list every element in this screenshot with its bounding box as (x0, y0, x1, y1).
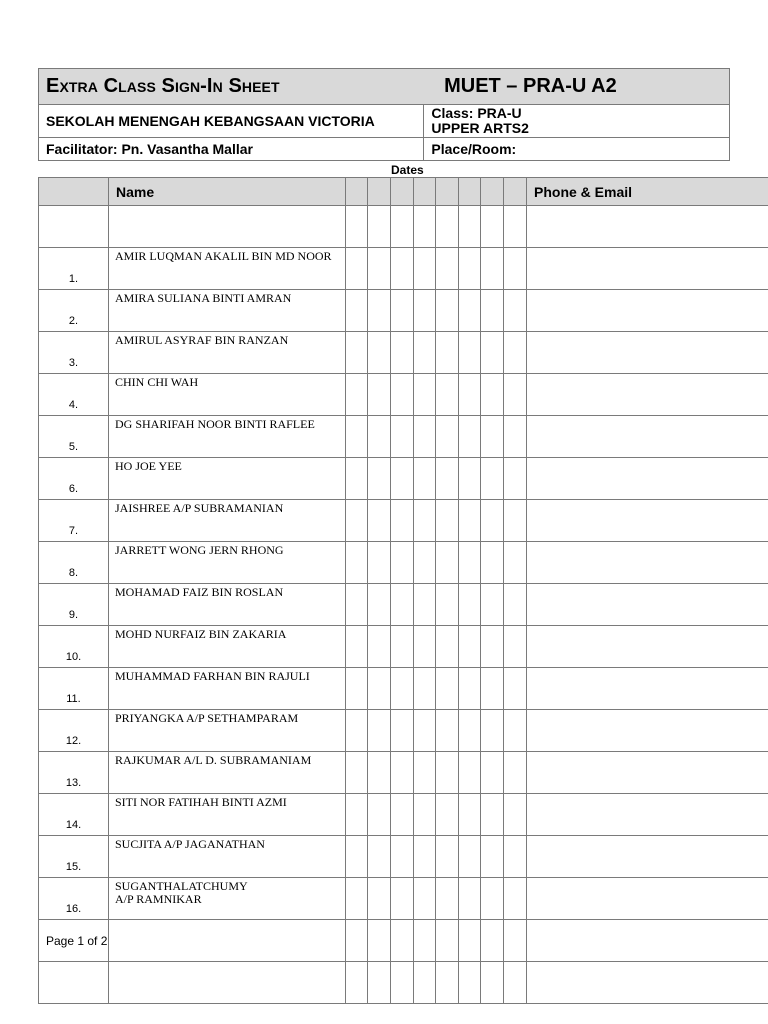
date-signature-cell[interactable] (414, 500, 436, 542)
date-signature-cell[interactable] (459, 332, 481, 374)
row-number: 4. (39, 374, 109, 416)
row-number: 6. (39, 458, 109, 500)
date-signature-cell[interactable] (436, 248, 459, 290)
date-signature-cell[interactable] (504, 920, 527, 962)
phone-email-cell[interactable] (527, 584, 768, 626)
date-signature-cell[interactable] (436, 794, 459, 836)
date-signature-cell[interactable] (459, 836, 481, 878)
phone-email-cell[interactable] (527, 962, 768, 1004)
student-name: JAISHREE A/P SUBRAMANIAN (109, 500, 346, 542)
date-signature-cell[interactable] (481, 668, 504, 710)
date-signature-cell[interactable] (368, 584, 391, 626)
date-signature-cell[interactable] (504, 542, 527, 584)
school-name: SEKOLAH MENENGAH KEBANGSAAN VICTORIA (39, 105, 424, 138)
date-signature-cell[interactable] (459, 752, 481, 794)
sheet-header (38, 68, 730, 161)
date-signature-cell[interactable] (436, 584, 459, 626)
date-signature-cell[interactable] (504, 332, 527, 374)
date-signature-cell[interactable] (346, 290, 368, 332)
phone-email-cell[interactable] (527, 794, 768, 836)
date-signature-cell[interactable] (414, 962, 436, 1004)
phone-email-cell[interactable] (527, 458, 768, 500)
date-signature-cell[interactable] (391, 878, 414, 920)
date-signature-cell[interactable] (391, 668, 414, 710)
date-signature-cell[interactable] (436, 290, 459, 332)
student-name: SUGANTHALATCHUMY A/P RAMNIKAR (109, 878, 346, 920)
date-signature-cell[interactable] (436, 920, 459, 962)
place-room-field: Place/Room: (424, 138, 730, 161)
date-signature-cell[interactable] (414, 668, 436, 710)
student-name (109, 206, 346, 248)
date-signature-cell[interactable] (481, 962, 504, 1004)
date-signature-cell[interactable] (504, 878, 527, 920)
date-signature-cell[interactable] (504, 374, 527, 416)
date-signature-cell[interactable] (504, 962, 527, 1004)
date-signature-cell[interactable] (346, 584, 368, 626)
row-number (39, 962, 109, 1004)
number-header (39, 178, 109, 206)
date-signature-cell[interactable] (346, 542, 368, 584)
date-signature-cell[interactable] (414, 374, 436, 416)
date-signature-cell[interactable] (414, 584, 436, 626)
date-signature-cell[interactable] (346, 668, 368, 710)
date-signature-cell[interactable] (436, 500, 459, 542)
date-signature-cell[interactable] (414, 836, 436, 878)
date-signature-cell[interactable] (459, 458, 481, 500)
date-signature-cell[interactable] (436, 668, 459, 710)
phone-email-cell[interactable] (527, 416, 768, 458)
date-signature-cell[interactable] (504, 710, 527, 752)
student-row (39, 458, 768, 500)
row-number: 16. (39, 878, 109, 920)
student-row (39, 668, 768, 710)
date-signature-cell[interactable] (459, 794, 481, 836)
phone-email-cell[interactable] (527, 248, 768, 290)
date-signature-cell[interactable] (346, 962, 368, 1004)
student-name: MOHAMAD FAIZ BIN ROSLAN (109, 584, 346, 626)
date-signature-cell[interactable] (481, 752, 504, 794)
date-signature-cell[interactable] (414, 794, 436, 836)
date-signature-cell[interactable] (414, 458, 436, 500)
date-signature-cell[interactable] (346, 626, 368, 668)
date-signature-cell[interactable] (346, 416, 368, 458)
date-signature-cell[interactable] (414, 206, 436, 248)
date-signature-cell[interactable] (481, 710, 504, 752)
student-name (109, 962, 346, 1004)
student-name: AMIR LUQMAN AKALIL BIN MD NOOR (109, 248, 346, 290)
date-signature-cell[interactable] (481, 332, 504, 374)
date-signature-cell[interactable] (368, 752, 391, 794)
row-number (39, 206, 109, 248)
row-number: 11. (39, 668, 109, 710)
date-signature-cell[interactable] (436, 752, 459, 794)
sheet-title: Extra Class Sign-In Sheet (46, 75, 280, 97)
date-header (368, 178, 391, 206)
date-signature-cell[interactable] (459, 962, 481, 1004)
date-signature-cell[interactable] (481, 584, 504, 626)
table-body (39, 206, 768, 1004)
date-signature-cell[interactable] (481, 836, 504, 878)
date-signature-cell[interactable] (436, 542, 459, 584)
date-signature-cell[interactable] (346, 332, 368, 374)
date-signature-cell[interactable] (368, 920, 391, 962)
date-signature-cell[interactable] (459, 374, 481, 416)
date-signature-cell[interactable] (414, 290, 436, 332)
date-signature-cell[interactable] (504, 248, 527, 290)
row-number: 8. (39, 542, 109, 584)
phone-email-cell[interactable] (527, 500, 768, 542)
student-name: MOHD NURFAIZ BIN ZAKARIA (109, 626, 346, 668)
date-signature-cell[interactable] (504, 794, 527, 836)
date-signature-cell[interactable] (368, 878, 391, 920)
date-signature-cell[interactable] (481, 206, 504, 248)
student-name: AMIRA SULIANA BINTI AMRAN (109, 290, 346, 332)
student-row (39, 248, 768, 290)
date-signature-cell[interactable] (346, 710, 368, 752)
date-signature-cell[interactable] (481, 458, 504, 500)
phone-email-cell[interactable] (527, 920, 768, 962)
date-signature-cell[interactable] (391, 626, 414, 668)
date-signature-cell[interactable] (436, 962, 459, 1004)
date-signature-cell[interactable] (368, 458, 391, 500)
class-info (424, 105, 730, 138)
student-row (39, 794, 768, 836)
student-row (39, 290, 768, 332)
student-name: PRIYANGKA A/P SETHAMPARAM (109, 710, 346, 752)
date-signature-cell[interactable] (368, 374, 391, 416)
date-signature-cell[interactable] (481, 878, 504, 920)
student-row (39, 878, 768, 920)
date-signature-cell[interactable] (414, 542, 436, 584)
date-signature-cell[interactable] (481, 416, 504, 458)
date-signature-cell[interactable] (436, 878, 459, 920)
date-signature-cell[interactable] (391, 920, 414, 962)
date-signature-cell[interactable] (436, 374, 459, 416)
phone-email-cell[interactable] (527, 374, 768, 416)
date-signature-cell[interactable] (459, 248, 481, 290)
date-header (346, 178, 368, 206)
date-signature-cell[interactable] (368, 248, 391, 290)
date-signature-cell[interactable] (391, 248, 414, 290)
date-signature-cell[interactable] (459, 626, 481, 668)
date-signature-cell[interactable] (504, 668, 527, 710)
date-signature-cell[interactable] (368, 962, 391, 1004)
date-signature-cell[interactable] (391, 332, 414, 374)
date-signature-cell[interactable] (346, 794, 368, 836)
date-signature-cell[interactable] (504, 584, 527, 626)
student-name: SUCJITA A/P JAGANATHAN (109, 836, 346, 878)
date-signature-cell[interactable] (414, 710, 436, 752)
date-signature-cell[interactable] (459, 290, 481, 332)
date-signature-cell[interactable] (481, 248, 504, 290)
date-signature-cell[interactable] (391, 374, 414, 416)
date-signature-cell[interactable] (346, 836, 368, 878)
date-signature-cell[interactable] (436, 416, 459, 458)
date-signature-cell[interactable] (436, 710, 459, 752)
student-name: AMIRUL ASYRAF BIN RANZAN (109, 332, 346, 374)
row-number: 12. (39, 710, 109, 752)
sign-in-table (38, 177, 768, 1004)
phone-email-cell[interactable] (527, 878, 768, 920)
date-signature-cell[interactable] (391, 416, 414, 458)
phone-email-cell[interactable] (527, 710, 768, 752)
date-signature-cell[interactable] (414, 752, 436, 794)
date-signature-cell[interactable] (391, 500, 414, 542)
student-row (39, 752, 768, 794)
date-signature-cell[interactable] (481, 374, 504, 416)
date-signature-cell[interactable] (368, 626, 391, 668)
row-number: 15. (39, 836, 109, 878)
date-signature-cell[interactable] (368, 542, 391, 584)
date-signature-cell[interactable] (504, 836, 527, 878)
date-signature-cell[interactable] (414, 332, 436, 374)
date-signature-cell[interactable] (459, 542, 481, 584)
date-signature-cell[interactable] (368, 416, 391, 458)
date-signature-cell[interactable] (346, 458, 368, 500)
date-signature-cell[interactable] (481, 794, 504, 836)
date-signature-cell[interactable] (368, 290, 391, 332)
date-signature-cell[interactable] (504, 416, 527, 458)
date-signature-cell[interactable] (414, 416, 436, 458)
phone-email-cell[interactable] (527, 206, 768, 248)
date-signature-cell[interactable] (391, 836, 414, 878)
name-header: Name (109, 178, 346, 206)
date-signature-cell[interactable] (436, 836, 459, 878)
student-row (39, 500, 768, 542)
blank-row (39, 920, 768, 962)
phone-email-cell[interactable] (527, 668, 768, 710)
row-number: 3. (39, 332, 109, 374)
phone-email-cell[interactable] (527, 542, 768, 584)
date-signature-cell[interactable] (346, 878, 368, 920)
row-number: 2. (39, 290, 109, 332)
date-signature-cell[interactable] (504, 626, 527, 668)
date-signature-cell[interactable] (346, 500, 368, 542)
student-name: RAJKUMAR A/L D. SUBRAMANIAM (109, 752, 346, 794)
date-signature-cell[interactable] (368, 710, 391, 752)
date-signature-cell[interactable] (504, 206, 527, 248)
phone-email-cell[interactable] (527, 752, 768, 794)
page-number: Page 1 of 2 (46, 934, 108, 948)
row-number: 1. (39, 248, 109, 290)
row-number: 10. (39, 626, 109, 668)
date-header (459, 178, 481, 206)
row-number: 5. (39, 416, 109, 458)
date-signature-cell[interactable] (504, 458, 527, 500)
date-signature-cell[interactable] (481, 542, 504, 584)
date-signature-cell[interactable] (391, 752, 414, 794)
row-number: 14. (39, 794, 109, 836)
student-name: DG SHARIFAH NOOR BINTI RAFLEE (109, 416, 346, 458)
dates-label: Dates (391, 163, 424, 177)
date-signature-cell[interactable] (346, 920, 368, 962)
date-signature-cell[interactable] (436, 206, 459, 248)
date-signature-cell[interactable] (368, 500, 391, 542)
date-signature-cell[interactable] (346, 206, 368, 248)
date-signature-cell[interactable] (368, 794, 391, 836)
date-signature-cell[interactable] (459, 416, 481, 458)
date-header (414, 178, 436, 206)
date-signature-cell[interactable] (414, 248, 436, 290)
date-signature-cell[interactable] (414, 878, 436, 920)
date-header (391, 178, 414, 206)
date-signature-cell[interactable] (391, 458, 414, 500)
date-signature-cell[interactable] (368, 206, 391, 248)
date-signature-cell[interactable] (459, 668, 481, 710)
row-number: 7. (39, 500, 109, 542)
date-signature-cell[interactable] (481, 290, 504, 332)
class-line-2: UPPER ARTS2 (431, 120, 529, 136)
date-signature-cell[interactable] (368, 836, 391, 878)
table-header-row (39, 178, 768, 206)
date-signature-cell[interactable] (459, 584, 481, 626)
date-header (504, 178, 527, 206)
student-row (39, 542, 768, 584)
subject-title: MUET – PRA-U A2 (444, 75, 617, 97)
date-signature-cell[interactable] (414, 626, 436, 668)
student-row (39, 836, 768, 878)
date-signature-cell[interactable] (391, 584, 414, 626)
student-name: CHIN CHI WAH (109, 374, 346, 416)
date-signature-cell[interactable] (436, 332, 459, 374)
row-number: 13. (39, 752, 109, 794)
date-signature-cell[interactable] (346, 752, 368, 794)
date-signature-cell[interactable] (459, 920, 481, 962)
date-signature-cell[interactable] (504, 290, 527, 332)
date-header (436, 178, 459, 206)
date-signature-cell[interactable] (481, 500, 504, 542)
facilitator-field: Facilitator: Pn. Vasantha Mallar (39, 138, 424, 161)
date-signature-cell[interactable] (346, 374, 368, 416)
row-number: 9. (39, 584, 109, 626)
date-signature-cell[interactable] (436, 458, 459, 500)
date-signature-cell[interactable] (391, 290, 414, 332)
date-signature-cell[interactable] (391, 542, 414, 584)
date-signature-cell[interactable] (368, 668, 391, 710)
student-row (39, 626, 768, 668)
date-signature-cell[interactable] (504, 752, 527, 794)
student-name (109, 920, 346, 962)
date-signature-cell[interactable] (391, 710, 414, 752)
date-signature-cell[interactable] (459, 500, 481, 542)
date-signature-cell[interactable] (414, 920, 436, 962)
phone-email-cell[interactable] (527, 332, 768, 374)
date-header (481, 178, 504, 206)
student-row (39, 584, 768, 626)
student-row (39, 416, 768, 458)
date-signature-cell[interactable] (481, 920, 504, 962)
date-signature-cell[interactable] (481, 626, 504, 668)
date-signature-cell[interactable] (391, 962, 414, 1004)
phone-email-cell[interactable] (527, 290, 768, 332)
student-name: JARRETT WONG JERN RHONG (109, 542, 346, 584)
title-row (39, 69, 730, 105)
student-row (39, 710, 768, 752)
date-signature-cell[interactable] (436, 626, 459, 668)
date-signature-cell[interactable] (459, 878, 481, 920)
date-signature-cell[interactable] (346, 248, 368, 290)
date-signature-cell[interactable] (459, 710, 481, 752)
phone-email-cell[interactable] (527, 836, 768, 878)
blank-row (39, 962, 768, 1004)
student-row (39, 374, 768, 416)
student-name: HO JOE YEE (109, 458, 346, 500)
student-name: SITI NOR FATIHAH BINTI AZMI (109, 794, 346, 836)
student-row (39, 332, 768, 374)
date-signature-cell[interactable] (459, 206, 481, 248)
date-signature-cell[interactable] (391, 794, 414, 836)
date-signature-cell[interactable] (391, 206, 414, 248)
contact-header: Phone & Email (527, 178, 768, 206)
blank-row (39, 206, 768, 248)
phone-email-cell[interactable] (527, 626, 768, 668)
date-signature-cell[interactable] (368, 332, 391, 374)
class-line-1: Class: PRA-U (431, 105, 522, 121)
date-signature-cell[interactable] (504, 500, 527, 542)
student-name: MUHAMMAD FARHAN BIN RAJULI (109, 668, 346, 710)
